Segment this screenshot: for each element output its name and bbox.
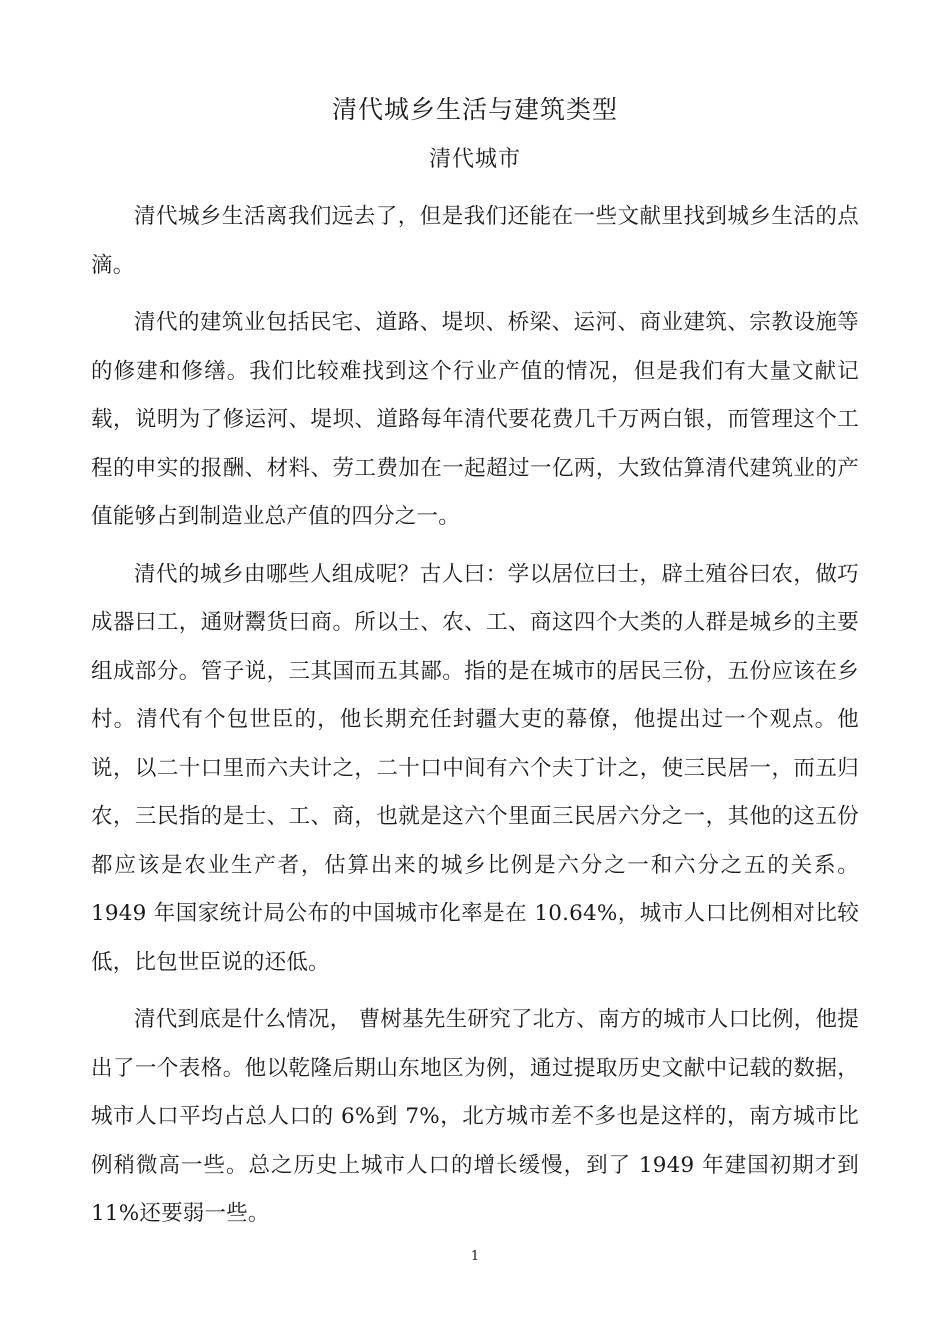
paragraph-1: 清代城乡生活离我们远去了，但是我们还能在一些文献里找到城乡生活的点滴。 bbox=[91, 204, 859, 278]
section-heading: 清代城市 bbox=[428, 147, 521, 172]
page-number: 1 bbox=[470, 1249, 480, 1264]
paragraph-3: 清代的城乡由哪些人组成呢？古人曰：学以居位曰士，辟土殖谷曰农，做巧成器曰工，通财鬻货曰商。所以士、农、工、商这四个大类的人群是城乡的主要组成部分。管子说，三其国而五其鄙。指的是在城市的居民三份，五份应该在乡村。清代有个包世臣的，他长期充任封疆大吏的幕僚，他提出过一个观点。他说，以二十口里而六夫计之，二十口中间有六个夫丁计之，使三民居一，而五归农，三民指的是士、工、商，也就是这六个里面三民居六分之一，其他的这五份都应该是农业生产者，估算出来的城乡比例是六分之一和六分之五的关系。1949 年国家统计局公布的中国城市化率是在 10.64%，城市人口比例相对比较低，比包世臣说的还低。 bbox=[91, 561, 859, 975]
paragraph-4: 清代到底是什么情况， 曹树基先生研究了北方、南方的城市人口比例，他提出了一个表格。他以乾隆后期山东地区为例，通过提取历史文献中记载的数据，城市人口平均占总人口的 6%到 7%，北方城市差不多也是这样的，南方城市比例稍微高一些。总之历史上城市人口的增长缓慢，到了 1949 年建国初期才到 11%还要弱一些。 bbox=[91, 1007, 859, 1226]
document-title: 清代城乡生活与建筑类型 bbox=[331, 95, 618, 124]
paragraph-2: 清代的建筑业包括民宅、道路、堤坝、桥梁、运河、商业建筑、宗教设施等的修建和修缮。我们比较难找到这个行业产值的情况，但是我们有大量文献记载，说明为了修运河、堤坝、道路每年清代要花费几千万两白银，而管理这个工程的申实的报酬、材料、劳工费加在一起超过一亿两，大致估算清代建筑业的产值能够占到制造业总产值的四分之一。 bbox=[91, 310, 859, 529]
body-text bbox=[91, 193, 859, 1248]
